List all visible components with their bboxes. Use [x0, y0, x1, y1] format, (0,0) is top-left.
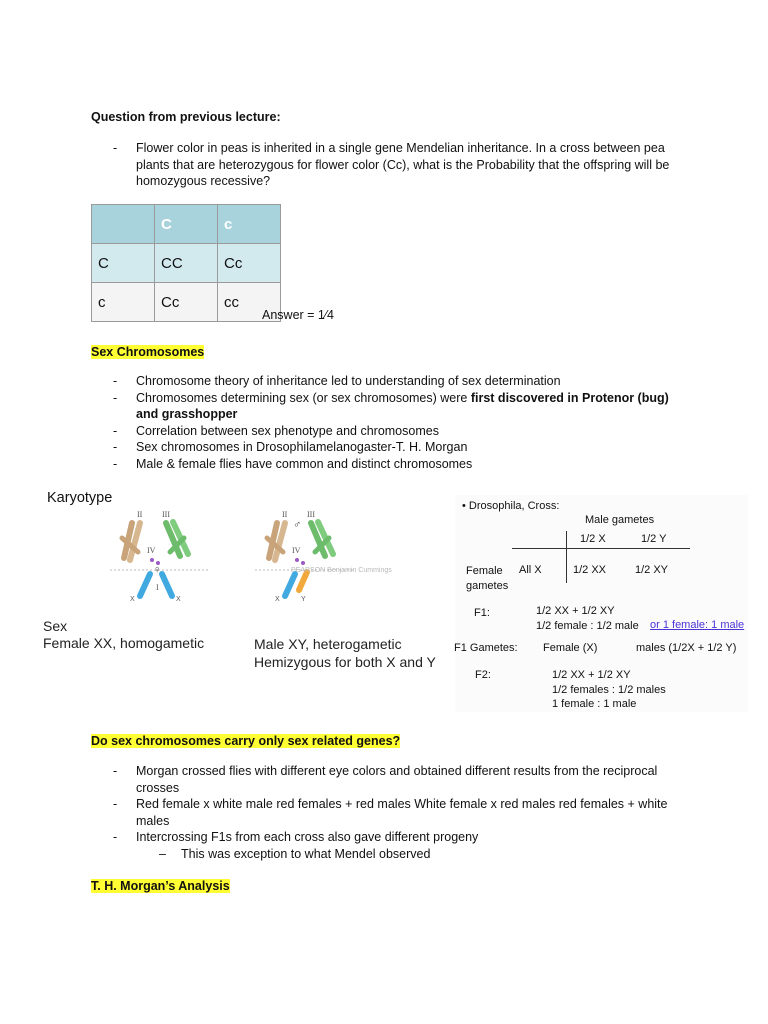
chrom-label: IV	[147, 546, 156, 555]
chrom-label: II	[282, 510, 288, 519]
chrom-label: III	[162, 510, 170, 519]
list-item: - Correlation between sex phenotype and chromosomes	[113, 423, 439, 438]
morgan-heading: T. H. Morgan’s Analysis	[91, 879, 230, 893]
col-header: 1/2 Y	[641, 533, 667, 545]
list-item-text: Intercrossing F1s from each cross also gave different progeny	[136, 830, 479, 844]
table-row-header: c	[92, 283, 155, 322]
list-item: - Flower color in peas is inherited in a single gene Mendelian inheritance. In a cross between pea plants that are heterozygous for flower color (Cc), what is the Probability that the offspring will be homozygous recessive?	[113, 141, 670, 188]
punnett-table	[91, 204, 281, 322]
f1-gametes-label: F1 Gametes:	[454, 642, 518, 654]
female-caption: Female XX, homogametic	[43, 635, 205, 651]
f1-gametes-male: males (1/2X + 1/2 Y)	[636, 642, 737, 654]
list-item-text: Morgan crossed flies with different eye colors and obtained different results from the reciprocal crosses	[136, 764, 658, 795]
chromosome-y	[299, 572, 307, 590]
list-item-text: Chromosome theory of inheritance led to understanding of sex determination	[136, 374, 561, 388]
table-cell: Cc	[218, 244, 281, 283]
table-corner	[92, 205, 155, 244]
list-item: - Male & female flies have common and distinct chromosomes	[113, 456, 473, 471]
sub-list-item: – This was exception to what Mendel observed	[159, 846, 431, 861]
female-symbol: ♀	[153, 564, 162, 576]
table-header-row	[92, 205, 281, 244]
male-karyotype-diagram	[255, 508, 392, 603]
table-cell: Cc	[155, 283, 218, 322]
f2-label: F2:	[475, 669, 491, 681]
table-cell: 1/2 XX	[573, 564, 607, 576]
table-hline	[512, 548, 690, 549]
male-symbol: ♂	[293, 519, 302, 531]
chromosome-x	[285, 574, 295, 596]
publisher-watermark: PEARSON Benjamin Cummings	[291, 567, 392, 574]
gametes-label: gametes	[466, 580, 509, 592]
list-item-text: This was exception to what Mendel observed	[181, 846, 431, 861]
table-cell: cc	[218, 283, 281, 322]
table-header-cell: c	[218, 205, 281, 244]
table-cell: 1/2 XY	[635, 564, 669, 576]
question-text: Flower color in peas is inherited in a single gene Mendelian inheritance. In a cross between pea plants that are heterozygous for flower color (Cc), what is the Probability that the offspring will be homozygous recessive?	[136, 141, 670, 188]
female-karyotype-diagram	[110, 508, 210, 603]
list-item: - Chromosome theory of inheritance led to understanding of sex determination	[113, 374, 561, 388]
chromosome-ii	[122, 523, 140, 560]
chromosome-iii	[166, 522, 188, 556]
col-header: 1/2 X	[580, 533, 606, 545]
cross-title-text: Drosophila, Cross:	[468, 500, 560, 512]
sex-label: Sex	[43, 618, 68, 634]
male-caption-line1: Male XY, heterogametic	[254, 636, 402, 652]
f1-ratio-link[interactable]: or 1 female: 1 male	[650, 619, 745, 631]
question-heading: Question from previous lecture:	[91, 110, 281, 124]
list-item-text: Chromosomes determining sex (or sex chromosomes) were	[136, 390, 471, 405]
chromosome-x	[140, 574, 150, 596]
table-vline	[566, 531, 567, 583]
list-item: - Intercrossing F1s from each cross also gave different progeny	[113, 830, 479, 844]
table-row	[92, 244, 281, 283]
drosophila-cross-panel	[455, 495, 748, 712]
chrom-label: X	[130, 596, 135, 603]
question-list	[91, 140, 671, 190]
list-item: - Red female x white male red females + red males White female x red males red females + white males	[113, 797, 668, 828]
f2-line1: 1/2 XX + 1/2 XY	[552, 669, 631, 681]
f1-line2: 1/2 female : 1/2 male	[536, 620, 639, 632]
genes-list	[91, 763, 681, 862]
table-cell: CC	[155, 244, 218, 283]
table-row	[92, 283, 281, 322]
chromosome-iv	[301, 561, 305, 565]
sex-chromosomes-heading: Sex Chromosomes	[91, 345, 205, 359]
f1-line1: 1/2 XX + 1/2 XY	[536, 605, 615, 617]
table-header-cell: C	[155, 205, 218, 244]
chrom-label: Y	[301, 596, 306, 603]
list-item: - Sex chromosomes in Drosophilamelanogaster-T. H. Morgan	[113, 440, 468, 454]
chrom-label: IV	[292, 546, 301, 555]
f1-gametes-female: Female (X)	[543, 642, 598, 654]
chrom-label: III	[307, 510, 315, 519]
chromosome-x	[162, 574, 172, 596]
list-item-text: Correlation between sex phenotype and chromosomes	[136, 423, 439, 438]
male-gametes-label: Male gametes	[585, 514, 655, 526]
chromosome-iv	[150, 558, 154, 562]
bold-emphasis: first discovered in Protenor (bug) and grasshopper	[136, 390, 669, 421]
chrom-label: I	[156, 583, 159, 592]
table-row-header: C	[92, 244, 155, 283]
list-item-text: Male & female flies have common and distinct chromosomes	[136, 456, 473, 471]
f2-line2: 1/2 females : 1/2 males	[552, 684, 666, 696]
row-header: All X	[519, 564, 542, 576]
f2-line3: 1 female : 1 male	[552, 698, 637, 710]
karyotype-title: Karyotype	[47, 490, 113, 506]
chrom-label: X	[176, 596, 181, 603]
cross-title: • Drosophila, Cross:	[462, 500, 560, 512]
list-item-text: Sex chromosomes in Drosophilamelanogaster-T. H. Morgan	[136, 440, 468, 454]
chromosome-ii	[267, 523, 285, 560]
genes-heading: Do sex chromosomes carry only sex related genes?	[91, 734, 401, 748]
list-item: - Chromosomes determining sex (or sex chromosomes) were first discovered in Protenor (bug) and grasshopper	[113, 390, 669, 421]
list-item-text: Red female x white male red females + red males White female x red males red females + white males	[136, 797, 668, 828]
sex-chromosomes-list	[91, 373, 671, 472]
chromosome-iii	[311, 522, 333, 556]
answer-text: Answer = 1⁄4	[262, 308, 334, 322]
female-label: Female	[466, 565, 503, 577]
chrom-label: II	[137, 510, 143, 519]
f1-label: F1:	[474, 607, 490, 619]
list-item: - Morgan crossed flies with different eye colors and obtained different results from the reciprocal crosses	[113, 764, 658, 795]
male-caption-line2: Hemizygous for both X and Y	[254, 654, 436, 670]
chromosome-iv	[295, 558, 299, 562]
chrom-label: X	[275, 596, 280, 603]
